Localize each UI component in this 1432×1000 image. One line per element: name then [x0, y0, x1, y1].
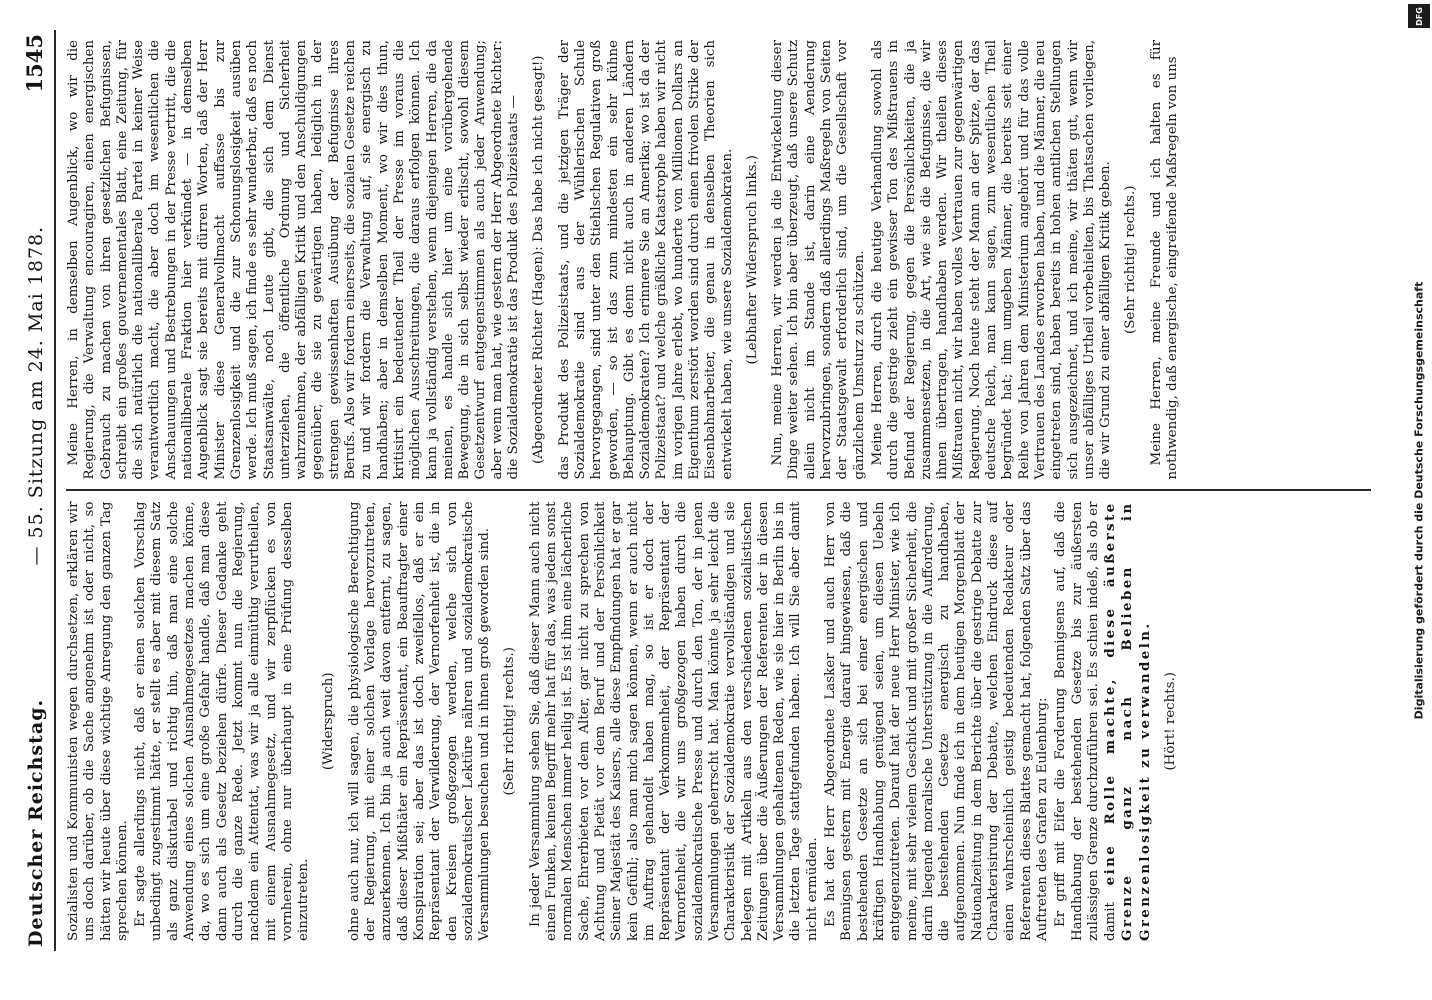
text-columns	[66, 30, 1371, 951]
running-title: Deutscher Reichstag.	[25, 698, 47, 947]
paragraph: Meine Herren, in demselben Augenblick, wo wir die Regierung, die Verwaltung encouragiren, einen energischen Gebrauch zu machen von ihren gesetzlichen Befugnissen, schreibt ein großes gouvernementales Blatt, eine Zeitung, für die sich natürlich die nationalliberale Partei in keiner Weise verantwortlich macht, die aber doch im wesentlichen die Anschauungen und Bestrebungen in der Presse vertritt, die die nationalliberale Fraktion hier verkündet — in demselben Augenblick sagt sie bereits mit dürren Worten, daß der Herr Minister diese Generalvollmacht auffasse bis zur Grenzenlosigkeit und die zur Schonungslosigkeit ausüben werde. Ich muß sagen, ich finde es sehr wunderbar, daß es noch Staatsanwälte, noch Leute gibt, die sich dem Dienst unterziehen, die öffentliche Ordnung und Sicherheit wahrzunehmen, der abfälligen Kritik und den Anschuldigungen gegenüber, die sie zu gewärtigen haben, lediglich in der strengen gewissenhaften Ausübung der Befugnisse ihres Berufs. Also wir fordern einerseits, die sozialen Gesetze reichen zu und wir fordern die Verwaltung auf, sie energisch zu handhaben; aber in demselben Moment, wo wir dies thun, kritisirt ein bedeutender Theil der Presse im voraus die möglichen Ausschreitungen, die daraus erfolgen können. Ich kann ja vollständig verstehen, wenn diejenigen Herren, die da meinen, es handle sich hier um eine vorübergehende Bewegung, die in sich selbst wieder erlischt, sowohl diesem Gesetzentwurf entgegenstimmen als auch jeder Anwendung; aber wenn man hat, wie gestern der Herr Abgeordnete Richter: die Sozialdemokratie ist das Produkt des Polizeistaats —	[66, 40, 522, 480]
left-column	[66, 492, 1371, 952]
column-divider	[66, 490, 1371, 492]
paragraph: ohne auch nur, ich will sagen, die physiologische Berechtigung der Regierung, mit einer solchen Vorlage hervorzutreten, anzuerkennen. Ich bin ja auch weit davon entfernt, zu sagen, daß dieser Mißthäter ein Repräsentant, ein Beauftragter einer Konspiration sei; aber das ist doch zweifellos, daß er ein Repräsentant der Verwilderung, der Vernorfenheit ist, die in den Kreisen großgezogen werden, welche sich von sozialdemokratischer Lektüre nähren und sozialdemokratische Versammlungen besuchen und in ihnen groß geworden sind.	[346, 501, 493, 941]
quote-text: Er griff mit Eifer die Forderung Bennigsens auf, daß die Handhabung der bestehenden Gesetze bis zur äußersten zulässigen Grenze durchzuführen sei. Es schien indeß, als ob er damit	[1053, 501, 1119, 941]
interjection: (Abgeordneter Richter (Hagen): Das habe ich nicht gesagt!)	[531, 55, 547, 464]
paragraph: In jeder Versammlung sehen Sie, daß dieser Mann auch nicht einen Funken, keinen Begriff mehr hat für das, was jedem sonst normalen Menschen immer heilig ist. Es ist ihm eine lächerliche Sache, Ehrerbieten vor dem Alter, gar nicht zu sprechen von Achtung und Pietät vor dem Beruf und der Persönlichkeit Seiner Majestät des Kaisers, alle diese Empfindungen hat er gar kein Gefühl; also man mich sagen können, wenn er auch nicht im Auftrag gehandelt haben mag, so ist er doch der Repräsentant der Verkommenheit, der Repräsentant der Vernorfenheit, die wir uns großgezogen haben durch die sozialdemokratische Presse und durch den Ton, der in jenen Versammlungen geherrscht hat. Man könnte ja sehr leicht die Charakteristik der Sozialdemokratie vervollständigen und sie belegen mit Artikeln aus den verschiedenen sozialistischen Zeitungen über die Äußerungen der Referenten der in diesen Versammlungen gehaltenen Reden, wie sie hier in Berlin bis in die letzten Tage stattgefunden haben. Ich will Sie aber damit nicht ermüden.	[527, 501, 820, 941]
quote-spaced-text: eine Rolle machte, diese äußerste Grenze ganz nach Belieben in Grenzenlosigkeit zu verwandeln.	[1102, 501, 1153, 941]
paragraph: Er sagte allerdings nicht, daß er einen solchen Vorschlag unbedingt zugestimmt hätte, er stellt es aber mit diesem Satz als ganz diskutabel und richtig hin, daß man eine solche Anwendung eines solchen Ausnahmegesetzes machen könne, da, wo es sich um eine große Gefahr handle, daß man diese dann auch als Gesetz beziehen dürfe. Dieser Gedanke geht durch die ganze Rede. Jetzt kommt nun die Regierung, nachdem ein Attentat, was wir ja alle einmüthig verurtheilen, mit einem Ausnahmegesetz, und wir zerpflücken es von vornherein, ohne nur überhaupt in eine Prüfung desselben einzutreten.	[133, 501, 312, 941]
stamp-text: Digitalisierung gefördert durch die Deutsche Forschungsgemeinschaft	[1412, 281, 1426, 719]
paragraph: das Produkt des Polizeistaats, und die jetzigen Träger der Sozialdemokratie sind aus der Wühlerischen Schule hervorgegangen, sind unter den Stiehlschen Regulativen groß geworden, — so ist das zum mindesten ein sehr kühne Behauptung. Gibt es denn nicht auch in anderen Ländern Sozialdemokraten? Ich erinnere Sie an Amerika; wo ist da der Polizeistaat? und welche gräßliche Katastrophe haben wir nicht im vorigen Jahre erlebt, wo hunderte von Millionen Dollars an Eigenthum zerstört worden sind durch einen frivolen Strike der Eisenbahnarbeiter, die genau in denselben Theorien sich entwickelt haben, wie unsere Sozialdemokraten.	[556, 40, 735, 480]
dfg-logo: DFG	[1408, 4, 1430, 28]
interjection: (Widerspruch)	[321, 672, 337, 771]
right-column	[66, 30, 1371, 490]
page-number: 1545	[22, 34, 47, 93]
paragraph: Es hat der Herr Abgeordnete Lasker und auch Herr von Bennigsen gestern mit Energie darauf hingewiesen, daß die bestehenden Gesetze an sich bei einer energischen und kräftigen Handhabung genügend seien, um diesen Uebeln entgegenzutreten. Darauf hat der neue Herr Minister, wie ich meine, mit sehr vielem Geschick und mit großer Sicherheit, die darin liegende moralische Unterstützung in die Aufforderung, die bestehenden Gesetze energisch zu handhaben, aufgenommen. Nun finde ich in dem heutigen Morgenblatt der Nationalzeitung in dem Berichte über die gestrige Debatte zur Charakterisirung der Debatte, welchen Eindruck diese auf einen wahrscheinlich geistig bedeutenden Redakteur oder Referenten dieses Blattes gemacht hat, folgenden Satz über das Auftreten des Grafen zu Eulenburg:	[823, 501, 1050, 941]
paragraph: Sozialisten und Kommunisten wegen durchsetzen, erklären wir uns doch darüber, ob die Sache angenehm ist oder nicht, so hätten wir heute über diese wichtige Anregung den ganzen Tag sprechen können.	[66, 501, 130, 941]
interjection: (Sehr richtig! rechts.)	[502, 647, 518, 796]
quote-paragraph	[1053, 502, 1154, 942]
paragraph: Meine Herren, meine Freunde und ich halten es für nothwendig, daß energische, eingreifende Maßregeln von uns	[1148, 40, 1180, 480]
digitization-stamp	[1408, 30, 1430, 970]
interjection: (Hört! rechts.)	[1163, 671, 1178, 771]
page-header	[22, 30, 56, 951]
session-line: — 55. Sitzung am 24. Mai 1878.	[25, 225, 47, 566]
interjection: (Sehr richtig! rechts.)	[1123, 185, 1139, 334]
paragraph: Meine Herren, durch die heutige Verhandlung sowohl als durch die gestrige zieht ein gewisser Ton des Mißtrauens in Befund der Regierung, gegen die Persönlichkeiten, die ja zusammensetzen, in die Art, wie sie die Befugnisse, die wir ihnen übertragen, handhaben werden. Wir theilen dieses Mißtrauen nicht, wir haben volles Vertrauen zur gegenwärtigen Regierung. Noch heute steht der Mann an der Spitze, der das deutsche Reich, man kann sagen, zum wesentlichen Theil begründet hat; ihm umgeben Männer, die bereits seit einer Reihe von Jahren dem Ministerium angehört und für das volle Vertrauen des Landes erworben haben, und die Männer, die neu eingetreten sind, haben bereits in hohen amtlichen Stellungen sich ausgezeichnet, und ich meine, wir thäten gut, wenn wir unser abfälliges Urtheil vorbehielten, bis Thatsachen vorliegen, die wir Grund zu einer abfälligen Kritik geben.	[869, 40, 1114, 480]
paragraph: Nun, meine Herren, wir werden ja die Entwickelung dieser Dinge weiter sehen. Ich bin aber überzeugt, daß unsere Schutz allein nicht im Stande ist, darin eine Aenderung hervorzubringen, sondern daß allerdings Maßregeln von Seiten der Staatsgewalt erforderlich sind, um die Gesellschaft vor gänzlichem Umsturz zu schützen.	[770, 40, 867, 480]
interjection: (Lebhafter Widerspruch links.)	[744, 155, 760, 365]
